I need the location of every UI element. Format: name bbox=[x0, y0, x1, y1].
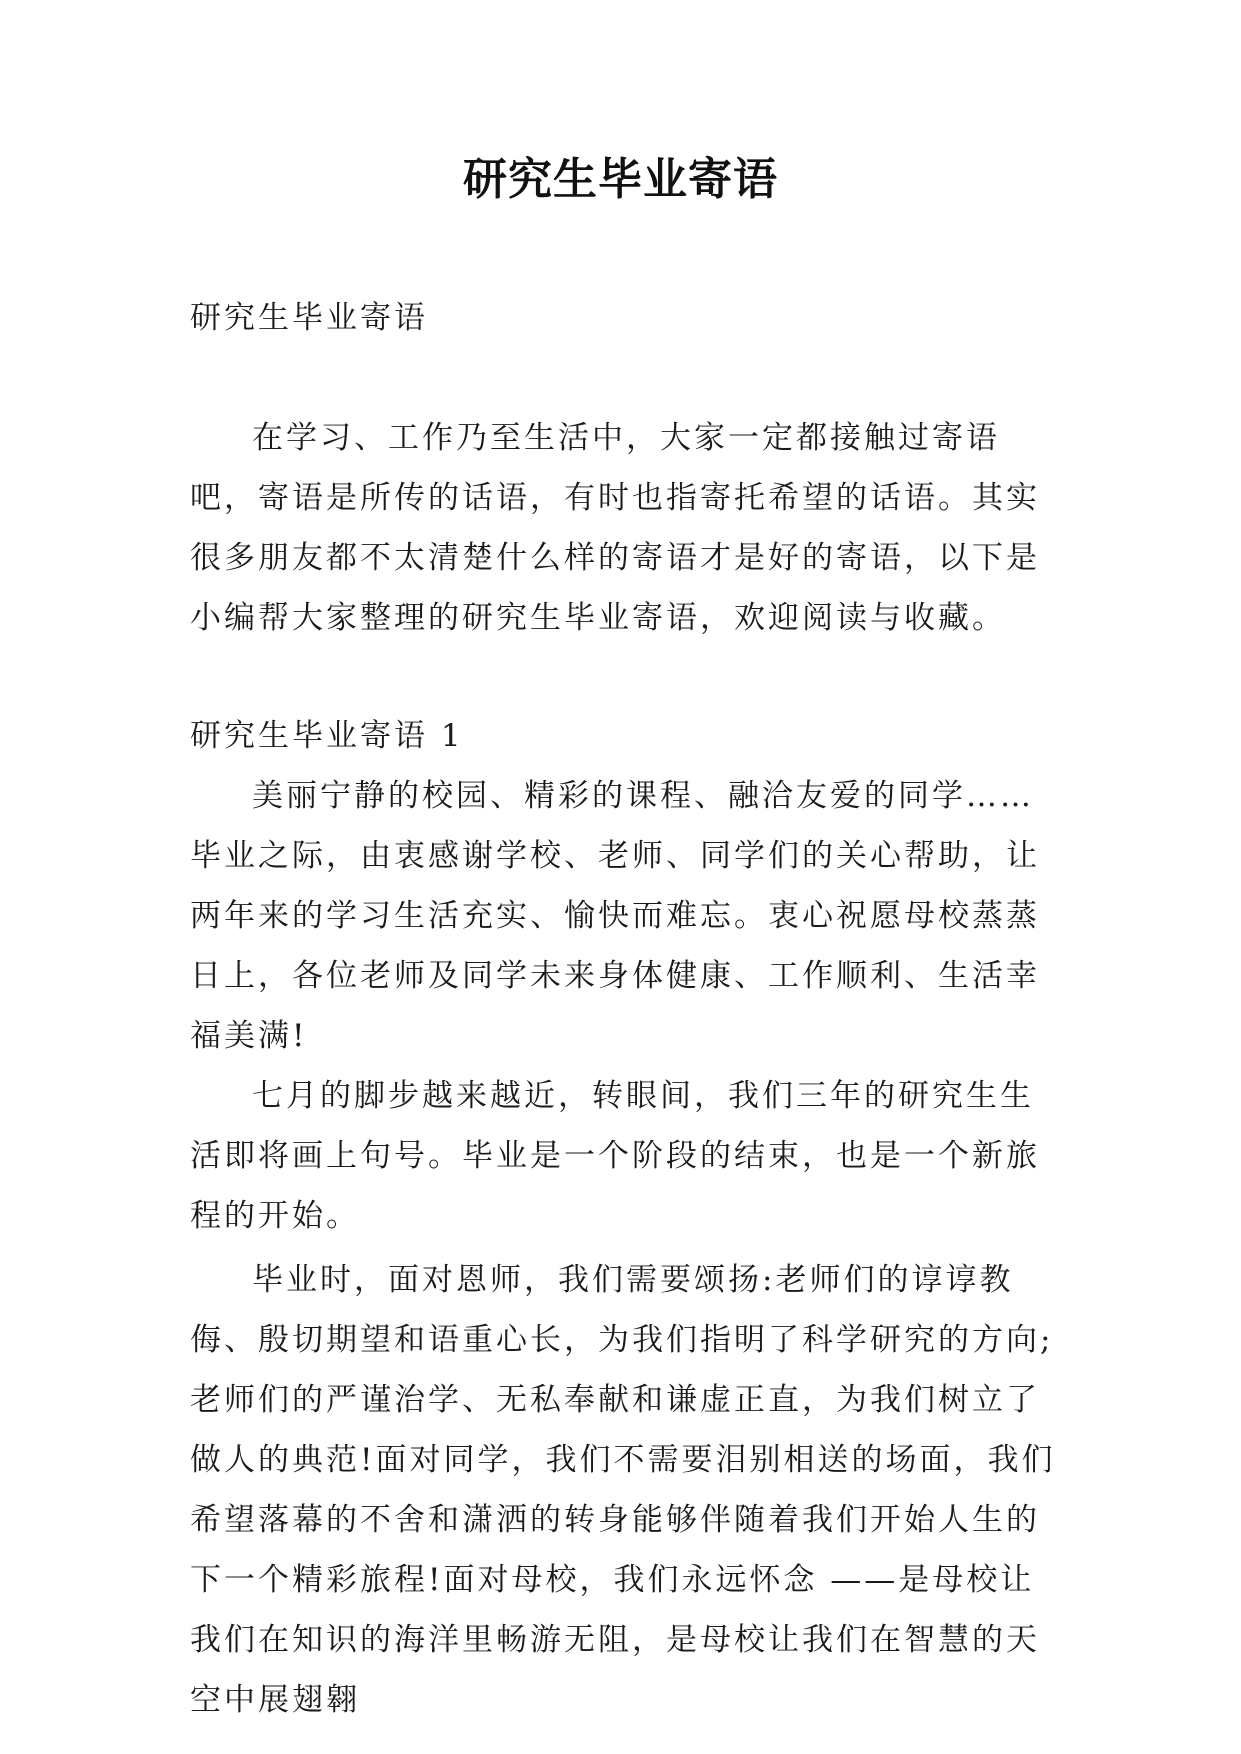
document-body bbox=[190, 288, 1060, 1730]
section-heading: 研究生毕业寄语 1 bbox=[190, 718, 464, 754]
intro-paragraph: 在学习、工作乃至生活中，大家一定都接触过寄语吧，寄语是所传的话语，有时也指寄托希望的话语。其实很多朋友都不太清楚什么样的寄语才是好的寄语，以下是小编帮大家整理的研究生毕业寄语，欢迎阅读与收藏。 bbox=[190, 420, 1040, 636]
document-title: 研究生毕业寄语 bbox=[463, 154, 778, 205]
body-paragraph: 毕业时，面对恩师，我们需要颂扬:老师们的谆谆教侮、殷切期望和语重心长，为我们指明了科学研究的方向;老师们的严谨治学、无私奉献和谦虚正直，为我们树立了做人的典范!面对同学，我们不需要泪别相送的场面，我们希望落幕的不舍和潇洒的转身能够伴随着我们开始人生的下一个精彩旅程!面对母校，我们永远怀念 ——是母校让我们在知识的海洋里畅游无阻，是母校让我们在智慧的天空中展翅翱 bbox=[190, 1262, 1056, 1718]
document-subtitle: 研究生毕业寄语 bbox=[190, 300, 428, 336]
body-paragraph: 美丽宁静的校园、精彩的课程、融洽友爱的同学……毕业之际，由衷感谢学校、老师、同学们的关心帮助，让两年来的学习生活充实、愉快而难忘。衷心祝愿母校蒸蒸日上，各位老师及同学未来身体健康、工作顺利、生活幸福美满! bbox=[190, 778, 1040, 1054]
body-paragraph: 七月的脚步越来越近，转眼间，我们三年的研究生生活即将画上句号。毕业是一个阶段的结束，也是一个新旅程的开始。 bbox=[190, 1078, 1040, 1234]
